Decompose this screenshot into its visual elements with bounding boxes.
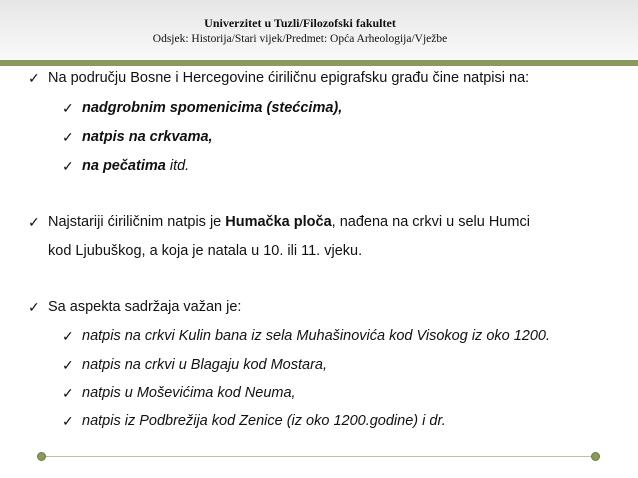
section3-intro: Sa aspekta sadržaja važan je: xyxy=(48,299,242,315)
footer-divider xyxy=(40,456,596,457)
section2-line1 xyxy=(48,213,530,231)
section3-item: natpis iz Podbrežija kod Zenice (iz oko 1200.godine) i dr. xyxy=(82,413,446,429)
header-subtitle: Odsjek: Historija/Stari vijek/Predmet: Opća Arheologija/Vježbe xyxy=(152,33,448,45)
checkmark-icon: ✓ xyxy=(62,100,74,116)
checkmark-icon: ✓ xyxy=(62,129,74,145)
section3-item: natpis na crkvi Kulin bana iz sela Muhašinovića kod Visokog iz oko 1200. xyxy=(82,328,551,344)
footer-dot-right xyxy=(591,452,600,461)
checkmark-icon: ✓ xyxy=(62,158,74,174)
section1-item-suffix: itd. xyxy=(165,158,190,174)
section1-item xyxy=(82,157,189,175)
checkmark-icon: ✓ xyxy=(28,214,40,230)
section3-item: natpis na crkvi u Blagaju kod Mostara, xyxy=(82,357,328,373)
checkmark-icon: ✓ xyxy=(62,328,74,344)
section1-item: natpis na crkvama, xyxy=(82,129,213,145)
section3-item: natpis u Moševićima kod Neuma, xyxy=(82,385,296,401)
checkmark-icon: ✓ xyxy=(28,299,40,315)
section2-highlight: Humačka ploča xyxy=(225,214,332,230)
section1-item-bold: na pečatima xyxy=(82,158,166,174)
checkmark-icon: ✓ xyxy=(62,413,74,429)
checkmark-icon: ✓ xyxy=(62,385,74,401)
section1-item: nadgrobnim spomenicima (stećcima), xyxy=(82,100,343,116)
section2-text: Najstariji ćiriličnim natpis je xyxy=(48,214,226,230)
header-divider xyxy=(0,60,638,66)
footer-dot-left xyxy=(37,452,46,461)
section1-intro: Na području Bosne i Hercegovine ćiriličnu epigrafsku građu čine natpisi na: xyxy=(48,70,530,86)
header-title: Univerzitet u Tuzli/Filozofski fakultet xyxy=(204,16,396,30)
checkmark-icon: ✓ xyxy=(28,70,40,86)
slide-header xyxy=(0,0,638,62)
checkmark-icon: ✓ xyxy=(62,357,74,373)
section2-text: , nađena na crkvi u selu Humci xyxy=(331,214,530,230)
section2-line2: kod Ljubuškog, a koja je natala u 10. ili 11. vjeku. xyxy=(48,243,363,259)
